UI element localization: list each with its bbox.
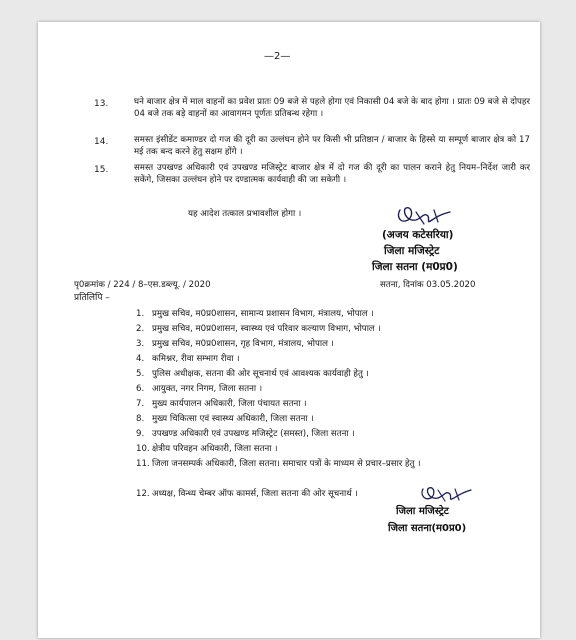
- item-text-13: घने बाजार क्षेत्र में माल वाहनों का प्रवेश प्रातः 09 बजे से पहले होगा एवं निकासी 04 बजे के बाद होगा । प्रातः 09 बजे से दोपहर 04 बजे तक बड़े वाहनों का आवागमन पूर्णतः प्रतिबन्ध रहेगा ।: [134, 97, 530, 119]
- date-line: सतना, दिनांक 03.05.2020: [380, 280, 476, 290]
- item-number-15: 15.: [94, 165, 109, 175]
- item-number-14: 14.: [94, 137, 109, 147]
- item-text-14: समस्त इंसीडेंट कमाण्डर दो गज की दूरी का उल्लंघन होने पर किसी भी प्रतिष्ठान / बाजार के हिस्से या सम्पूर्ण बाजार क्षेत्र को 17 मई तक बन्द करने हेतु सक्षम होंगे ।: [134, 135, 530, 157]
- list-item: 1. प्रमुख सचिव, म0प्र0शासन, सामान्य प्रशासन विभाग, मंत्रालय, भोपाल ।: [136, 309, 374, 319]
- document-page: [38, 22, 540, 638]
- list-item: 10. क्षेत्रीय परिवहन अधिकारी, जिला सतना ।: [136, 444, 278, 454]
- list-item: 4. कमिश्नर, रीवा सम्भाग रीवा ।: [136, 354, 240, 364]
- list-item: 5. पुलिस अधीक्षक, सतना की ओर सूचनार्थ एवं आवश्यक कार्यवाही हेतु ।: [136, 369, 369, 379]
- signature-2-place: जिला सतना(म0प्र0): [388, 523, 467, 534]
- signature-2-title: जिला मजिस्ट्रेट: [396, 506, 449, 517]
- effective-line: यह आदेश तत्काल प्रभावशील होगा ।: [188, 209, 302, 219]
- item-text-15: समस्त उपखण्ड अधिकारी एवं उपखण्ड मजिस्ट्रेट बाजार क्षेत्र में दो गज की दूरी का पालन कराने हेतु नियम–निर्देश जारी कर सकेंगे, जिसका उल्लंघन होने पर दण्डात्मक कार्यवाही की जा सकेगी ।: [134, 163, 530, 185]
- copy-heading: प्रतिलिपि –: [74, 293, 110, 303]
- signature-1-image: [394, 200, 456, 230]
- list-item: 11. जिला जनसम्पर्क अधिकारी, जिला सतना। समाचार पत्रों के माध्यम से प्रचार–प्रसार हेतु ।: [136, 459, 421, 469]
- copy-list: [136, 309, 531, 504]
- item-number-13: 13.: [94, 99, 109, 109]
- list-item: 3. प्रमुख सचिव, म0प्र0शासन, गृह विभाग, मंत्रालय, भोपाल ।: [136, 339, 334, 349]
- list-item: 9. उपखण्ड अधिकारी एवं उपखण्ड मजिस्ट्रेट (समस्त), जिला सतना ।: [136, 429, 355, 439]
- signature-1-place: जिला सतना (म0प्र0): [372, 261, 458, 273]
- signature-1-title: जिला मजिस्ट्रेट: [384, 245, 440, 257]
- list-item: 2. प्रमुख सचिव, म0प्र0शासन, स्वास्थ्य एवं परिवार कल्याण विभाग, भोपाल ।: [136, 324, 381, 334]
- signature-1-name: (अजय कटेसरिया): [382, 229, 454, 241]
- page-number: —2—: [264, 51, 291, 62]
- list-item: 12. अध्यक्ष, विन्ध्य चेम्बर ऑफ कामर्स, जिला सतना की ओर सूचनार्थ ।: [136, 489, 358, 499]
- list-item: 8. मुख्य चिकित्सा एवं स्वास्थ्य अधिकारी, जिला सतना ।: [136, 414, 314, 424]
- list-item: 7. मुख्य कार्यपालन अधिकारी, जिला पंचायत सतना ।: [136, 399, 307, 409]
- list-item: 6. आयुक्त, नगर निगम, जिला सतना ।: [136, 384, 263, 394]
- reference-number: पृ0क्रमांक / 224 / 8–एस.डब्ल्यू. / 2020: [74, 280, 211, 290]
